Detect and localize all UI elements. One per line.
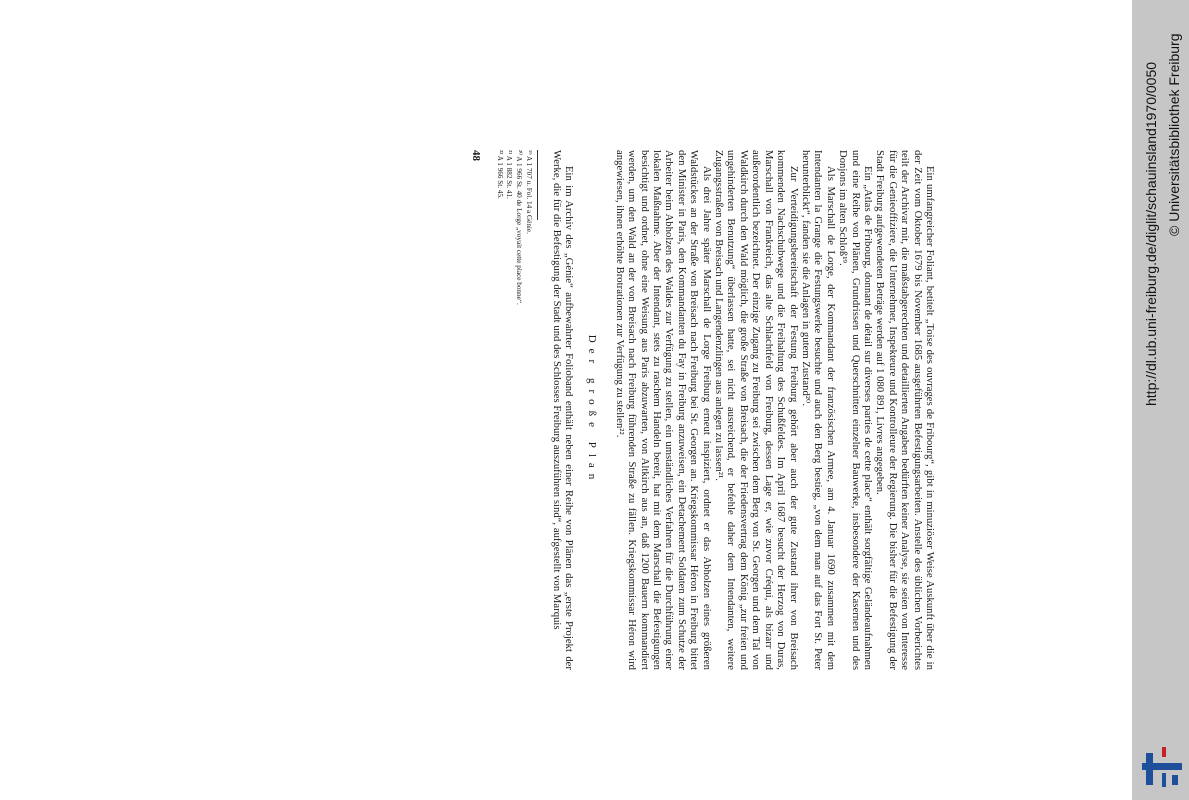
footnote: ¹⁹ A 1 707 u. Fol. 14 a Génie.	[524, 150, 533, 234]
copyright-notice: © Universitätsbibliothek Freiburg	[1166, 33, 1182, 236]
logo-bar	[1146, 753, 1153, 785]
paragraph: Als Marschall de Lorge, der Kommandant der französischen Armee, am 4. Januar 1690 zusammen mit dem Intendanten la Grange die Festungswerke besuchte und auch den Berg bestieg, „von dem man auf das Fort St. Peter herunterblickt“, fanden sie die Anlagen in gutem Zustand²⁰.	[799, 150, 836, 670]
paragraph: Ein im Archiv des „Génie“ aufbewahrter Folioband enthält neben einer Reihe von Plänen das „erste Projekt der Werke, die für die Befestigung der Stadt und des Schlosses Freiburg auszuführen sind“, aufgestellt von Marquis	[551, 150, 575, 670]
section-heading: Der große Plan	[586, 334, 599, 486]
paragraph: Ein „Atlas de Fribourg, donnant de détail sur diverses parties de cette place“ enthält sorgfältige Geländeaufnahmen und eine Reihe von Plänen, Grundrissen und Querschnitten einzelner Bauwerke, insbesondere der Kasernen und des Donjons im alten Schloß¹⁹.	[837, 150, 873, 670]
paragraph: Zur Verteidigungsbereitschaft der Festung Freiburg gehört aber auch der gute Zustand ihrer von Breisach kommenden Nachschubwege und die Freihaltung des Schußfeldes. Im April 1687 besucht der Herzog von Duras, Marschall von Frankreich, das alte Schlachtfeld von Freiburg, dessen Lage er, wie zuvor Créqui, als bizarr und außerordentlich bezeichnet. Der einzige Zugang zu Freiburg sei zwischen dem Berg von St. Georgen und dem Tal von Waldkirch durch den Wald möglich, die große Straße von Breisach, die der Friedensvertrag dem König „zur freien und ungehinderten Benutzung“ überlassen hatte, sei nicht ausreichend, er befehle daher dem Intendanten, weitere Zugangsstraßen von Breisach und Langendenzlingen aus anlegen zu lassen²¹.	[713, 150, 799, 670]
footnote: ²² A 1 966 St. 45.	[495, 150, 504, 199]
footnote-divider	[537, 150, 538, 220]
logo-bar	[1162, 773, 1166, 787]
footnote: ²¹ A 1 882 St. 41.	[505, 150, 514, 199]
logo-bar	[1162, 747, 1166, 757]
paragraph: Als drei Jahre später Marschall de Lorge Freiburg erneut inspiziert, ordnet er das Abholzen eines größeren Waldstückes an der Straße von Breisach nach Freiburg bei St. Georgen an. Kriegskommissar Héron in Freiburg bittet den Minister in Paris, den Kommandanten du Fay in Freiburg anzuweisen, ein Detachement Soldaten zum Schutze der Arbeiter beim Abholzen des Waldes zur Verfügung zu stellen, ein umständliches Verfahren für die Durchführung einer lokalen Maßnahme. Aber der Intendant, stets zu raschem Handeln bereit, hat mit dem Marschall die Befestigungen besichtigt und ordnet, ohne eine Weisung aus Paris abzuwarten, von Altkirch aus an, daß 1200 Bauern kommandiert werden, um den Wald an der von Breisach nach Freiburg führenden Straße zu fällen. Kriegskommissar Héron wird angewiesen, ihnen erhöhte Brotrationen zur Verfügung zu stellen²².	[613, 150, 712, 670]
ub-freiburg-logo-icon	[1140, 745, 1184, 789]
logo-bar	[1172, 775, 1178, 785]
footnote: ²⁰ A 1 966 St. 40 de Lorge „voyait cette place bonne“.	[515, 150, 524, 305]
page-number: 48	[470, 150, 483, 161]
source-url[interactable]: http://dl.ub.uni-freiburg.de/diglit/schauinsland1970/0050	[1143, 61, 1159, 406]
document-page	[190, 150, 935, 670]
paragraph: Ein umfangreicher Foliant, betitelt „Toise des ouvrages de Fribourg“, gibt in minuziöser Weise Auskunft über die in der Zeit vom Oktober 1679 bis November 1685 ausgeführten Befestigungsarbeiten. Anstelle des üblichen Vorberichtes teilt der Archivar mit, die maßstabgerechten und detaillierten Angaben bedürften keiner Analyse, sie seien von Interesse für die Genieoffiziere, die Unternehmer, Inspekteure und Kontrolleure der Regierung. Die bisher für die Befestigung der Stadt Freiburg aufgewendeten Beträge werden auf 1 080 891, Livres angegeben.	[874, 150, 935, 670]
